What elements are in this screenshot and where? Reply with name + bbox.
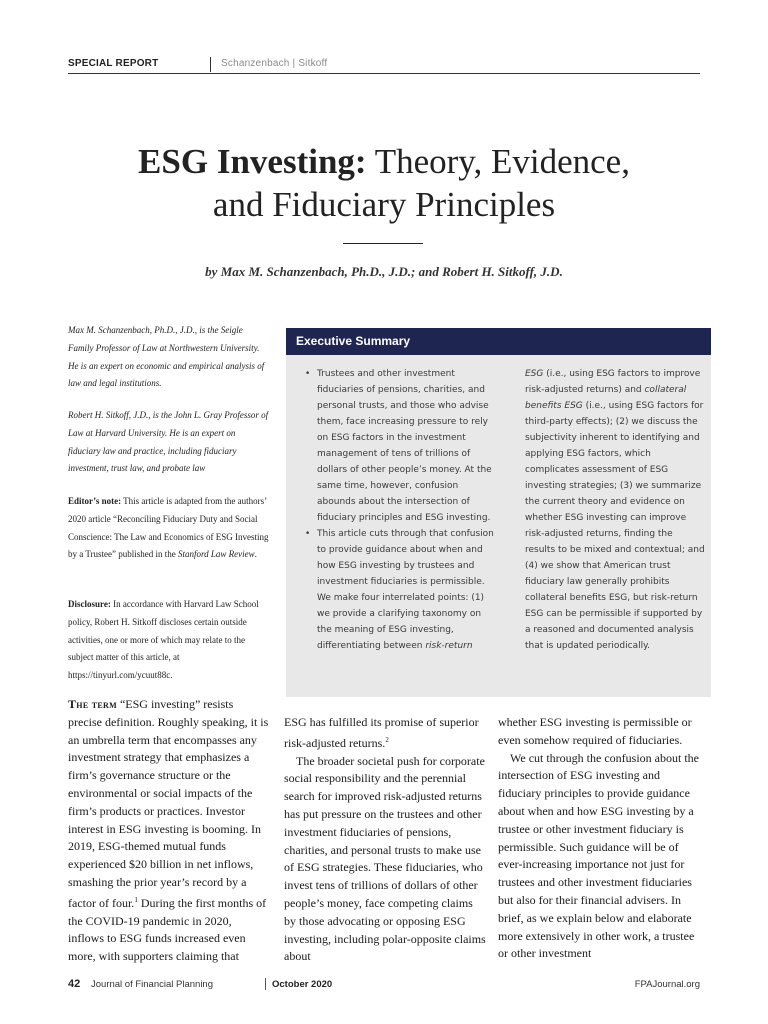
executive-summary-right: ESG (i.e., using ESG factors to improve risk-adjusted returns) and collateral benefits ESG (i.e., using ESG factors for third-party effects); (2) we discuss the subjectivity inherent to identifying and applying ESG factors, which complicates assessment of ESG investing strategies; (3) we summarize the current theory and evidence on whether ESG investing can improve risk-adjusted returns, finding the results to be mixed and contextual; and (4) we show that American trust fiduciary law generally prohibits collateral benefits ESG, but risk-return ESG can be permissible if supported by a reasoned and documented analysis that is updated periodically. xyxy=(525,369,705,651)
author-bio-2: Robert H. Sitkoff, J.D., is the John L. Gray Professor of Law at Harvard University. He is an expert on fiduciary law and practice, including fiduciary investment, trust law, and probate law xyxy=(68,410,269,474)
journal-website: FPAJournal.org xyxy=(634,979,700,990)
title-line1-rest: Theory, Evidence, xyxy=(366,142,630,181)
header-rule xyxy=(68,73,700,74)
body-column-2 xyxy=(284,714,486,966)
footnote-2: 2 xyxy=(385,735,389,744)
summary-bullet-1: • Trustees and other investment fiduciaries of pensions, charities, and personal trusts, and those who advise them, face increasing pressure to rely on ESG factors in the investment management of tens of trillions of dollars of other people’s money. At the same time, however, confusion abounds about the intersection of fiduciary principles and ESG investing. xyxy=(305,366,495,526)
article-title xyxy=(60,140,708,226)
editors-note: Editor’s note: This article is adapted from the authors’ 2020 article “Reconciling Fiduciary Duty and Social Conscience: The Law and Economics of ESG Investing by a Trustee” published in the Stanford Law Review. xyxy=(68,496,269,560)
body-column-3 xyxy=(498,714,700,963)
footer-divider xyxy=(265,978,266,990)
header-authors: Schanzenbach | Sitkoff xyxy=(221,58,328,69)
executive-summary-title: Executive Summary xyxy=(296,334,411,348)
title-bold: ESG Investing: xyxy=(138,142,367,181)
byline: by Max M. Schanzenbach, Ph.D., J.D.; and Robert H. Sitkoff, J.D. xyxy=(205,264,563,279)
executive-summary-header xyxy=(286,328,711,355)
drop-cap-lead: The term xyxy=(68,697,117,711)
page-footer xyxy=(68,979,700,993)
header-divider xyxy=(210,57,211,72)
executive-summary-left xyxy=(305,366,495,654)
author-bio-1: Max M. Schanzenbach, Ph.D., J.D., is the Seigle Family Professor of Law at Northwestern University. He is an expert on economic and empirical analysis of law and legal institutions. xyxy=(68,325,265,389)
disclosure: Disclosure: In accordance with Harvard Law School policy, Robert H. Sitkoff discloses certain outside activities, one or more of which may relate to the subject matter of this article, at https://tinyurl.com/ycuut88c. xyxy=(68,599,259,681)
issue-date: October 2020 xyxy=(272,979,333,990)
footnote-1: 1 xyxy=(134,895,138,904)
page-number: 42 xyxy=(68,978,81,990)
col3-paragraph-1: whether ESG investing is permissible or even somehow required of fiduciaries. xyxy=(498,715,692,747)
col2-paragraph-1: ESG has fulfilled its promise of superior risk-adjusted returns.$^2$ xyxy=(284,715,479,750)
col3-paragraph-2: We cut through the confusion about the intersection of ESG investing and fiduciary principles to provide guidance about when and how ESG investing by a trustee or other investment fiduciary is permissible. Such guidance will be of ever-increasing importance not just for trustees and other investment fiduciaries but also for their financial advisers. In brief, as we explain below and elaborate more extensively in other work, a trustee or other investment xyxy=(498,750,699,961)
body-column-1: The term “ESG investing” resists precise definition. Roughly speaking, it is an umbrella term that encompasses any investment strategy that emphasizes a firm’s governance structure or the environmental or social impacts of the firm’s products or practices. Investor interest in ESG investing is booming. In 2019, ESG-themed mutual funds experienced $20 billion in net inflows, smashing the prior year’s record by a factor of four.$^1$ During the first months of the COVID-19 pandemic in 2020, inflows to ESG funds increased even more, with supporters claiming that xyxy=(68,697,269,964)
title-line2: and Fiduciary Principles xyxy=(212,185,556,224)
editors-note-label: Editor’s note: xyxy=(68,496,122,506)
title-rule xyxy=(343,243,423,244)
col2-paragraph-2: The broader societal push for corporate social responsibility and the perennial search for improved risk-adjusted returns has put pressure on the trustees and other investment fiduciaries of pensions, charities, and personal trusts to make use of ESG strategies. These fiduciaries, who invest tens of trillions of dollars of other people’s money, face competing claims by those advocating or opposing ESG investing, including polar-opposite claims about xyxy=(284,753,486,964)
summary-bullet-2: • This article cuts through that confusion to provide guidance about when and how ESG investing by trustees and investment fiduciaries is permissible. We make four interrelated points: (1) we provide a clarifying taxonomy on the meaning of ESG investing, differentiating between risk-return xyxy=(305,526,495,654)
disclosure-label: Disclosure: xyxy=(68,599,111,609)
journal-name: Journal of Financial Planning xyxy=(91,979,213,990)
section-label: SPECIAL REPORT xyxy=(68,58,159,69)
running-header xyxy=(68,58,700,74)
